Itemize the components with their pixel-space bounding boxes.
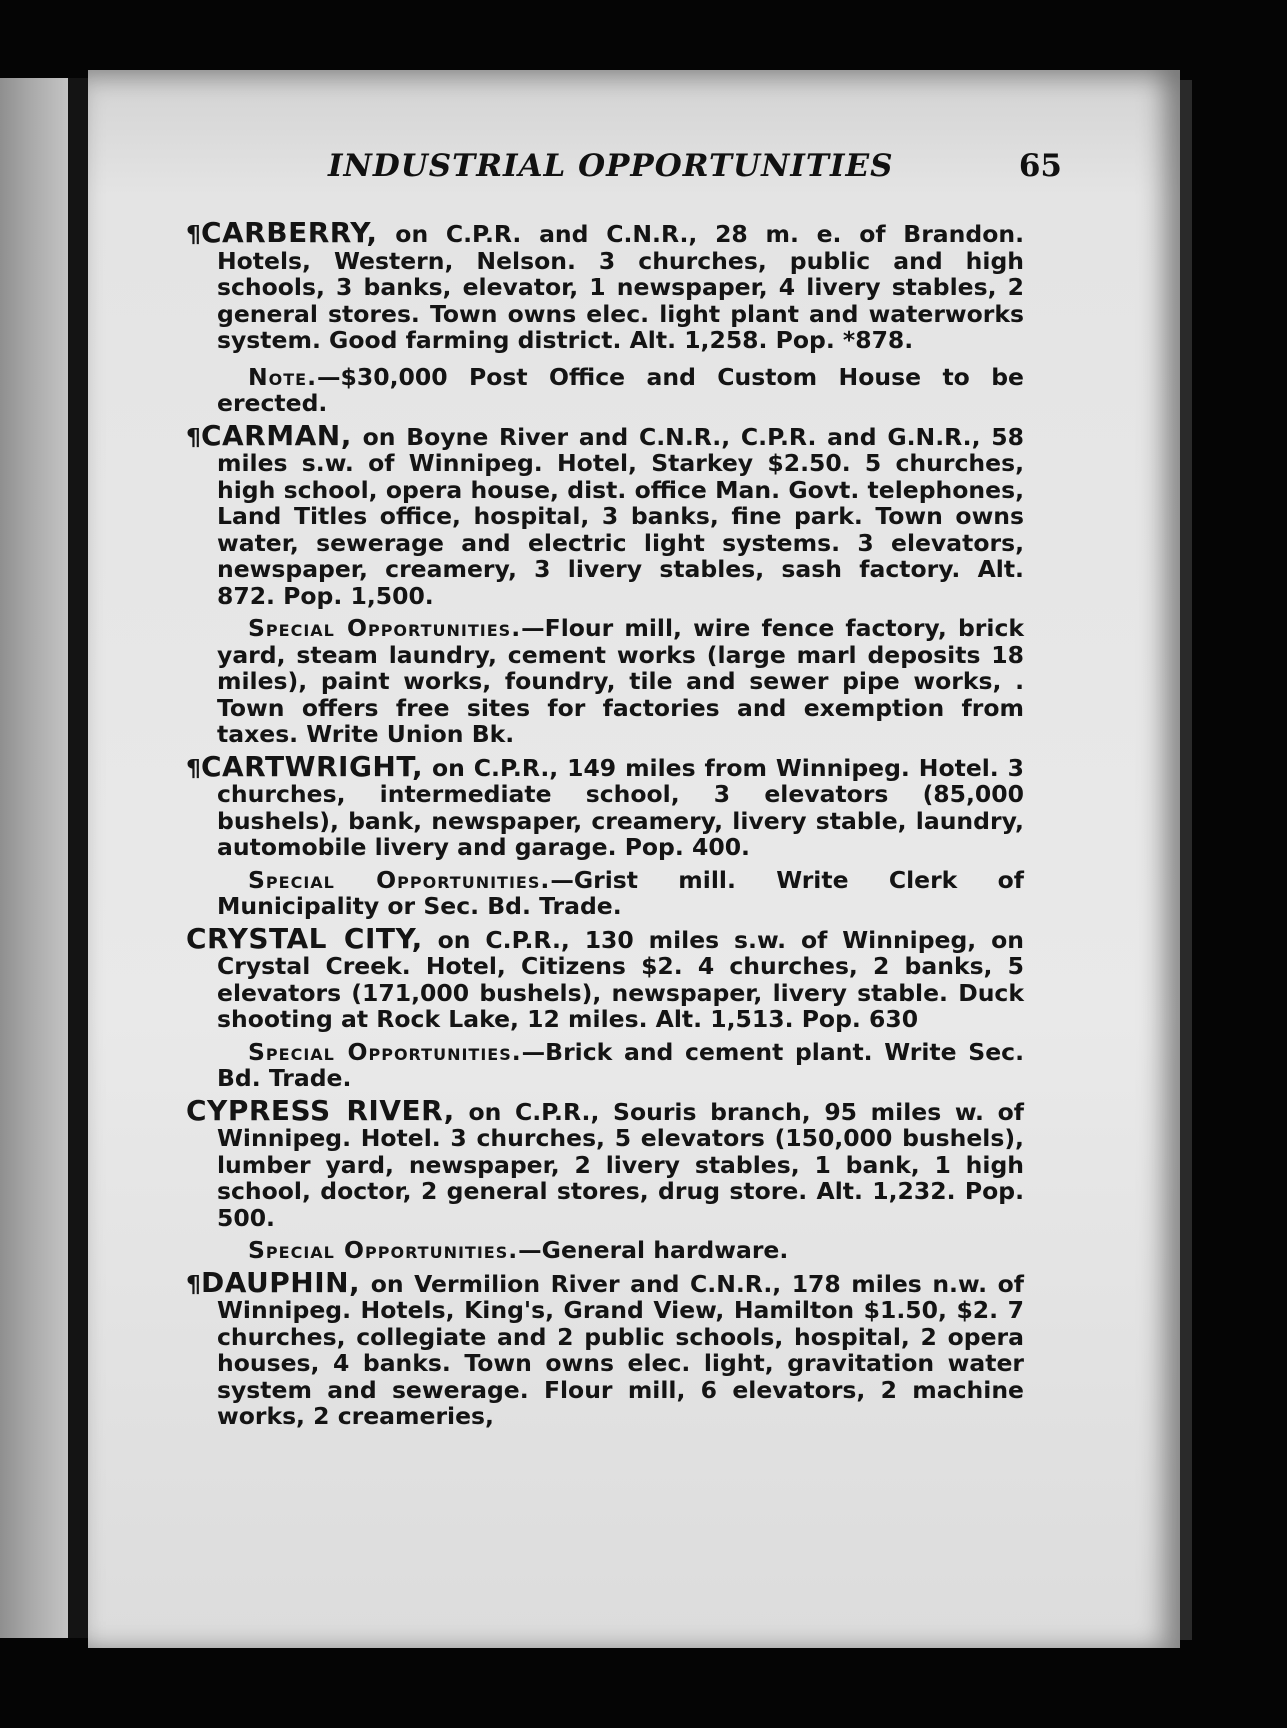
entry-note [186,1039,1024,1092]
entry-text: on C.P.R., 130 miles s.w. of Winnipeg, on Crystal Creek. Hotel, Citizens $2. 4 churches, 2 banks, 5 elevators (171,000 bushels), newspaper, livery stable. Duck shooting at Rock Lake, 12 miles. Alt. 1,513. Pop. 630 [217,925,1024,1033]
entry-note [186,615,1024,748]
entry-note [186,364,1024,417]
note-text: —Brick and cement plant. Write Sec. Bd. Trade. [217,1037,1024,1092]
town-name: CRYSTAL CITY, [186,921,423,955]
page-number: 65 [1018,148,1062,184]
entry-note [186,867,1024,920]
entry-text: on C.P.R. and C.N.R., 28 m. e. of Brandon. Hotels, Western, Nelson. 3 churches, public and high schools, 3 banks, elevator, 1 newspaper, 4 livery stables, 2 general stores. Town owns elec. light plant and waterworks system. Good farming district. Alt. 1,258. Pop. *878. [217,220,1024,354]
running-head [88,148,1180,198]
entry-crystal-city [186,921,1024,1033]
paragraph-mark-icon: ¶ [186,1269,201,1298]
town-name: CARMAN, [200,418,352,452]
town-name: DAUPHIN, [200,1265,361,1299]
entry-cartwright [186,749,1024,861]
note-label: Special Opportunities. [248,1236,519,1264]
entry-carman [186,418,1024,610]
paragraph-mark-icon: ¶ [186,753,201,782]
book-gutter [68,78,88,1638]
town-name: CARTWRIGHT, [200,749,424,783]
note-label: Special Opportunities. [248,865,551,894]
book-page [88,70,1180,1648]
note-text: —General hardware. [518,1236,789,1264]
running-title: INDUSTRIAL OPPORTUNITIES [328,148,894,184]
entry-cypress-river [186,1093,1024,1232]
note-text: —$30,000 Post Office and Custom House to be erected. [217,362,1024,417]
note-text: —Grist mill. Write Clerk of Municipality or Sec. Bd. Trade. [217,865,1024,920]
note-label: Note. [248,362,318,391]
paragraph-mark-icon: ¶ [186,422,201,451]
paragraph-mark-icon: ¶ [186,220,201,248]
directory-listing [186,216,1024,1436]
entry-note [186,1237,1024,1264]
entry-text: on Vermilion River and C.N.R., 178 miles n.w. of Winnipeg. Hotels, King's, Grand View, Hamilton $1.50, $2. 7 churches, collegiate and 2 public schools, hospital, 2 opera houses, 4 banks. Town owns elec. light, gravitation water system and sewerage. Flour mill, 6 elevators, 2 machine works, 2 creameries, [217,1269,1024,1430]
facing-page-edge [0,78,68,1638]
entry-text: on C.P.R., Souris branch, 95 miles w. of Winnipeg. Hotel. 3 churches, 5 elevators (150,000 bushels), lumber yard, newspaper, 2 livery stables, 1 bank, 1 high school, doctor, 2 general stores, drug store. Alt. 1,232. Pop. 500. [217,1097,1024,1232]
entry-text: on C.P.R., 149 miles from Winnipeg. Hotel. 3 churches, intermediate school, 3 elevators (85,000 bushels), bank, newspaper, creamery, livery stable, laundry, automobile livery and garage. Pop. 400. [217,753,1024,861]
page-fore-edge [1180,80,1192,1640]
town-name: CYPRESS RIVER, [186,1093,455,1127]
note-text: —Flour mill, wire fence factory, brick yard, steam laundry, cement works (large marl deposits 18 miles), paint works, foundry, tile and sewer pipe works, . Town offers free sites for factories and exemption from taxes. Write Union Bk. [217,614,1024,748]
note-label: Special Opportunities. [248,614,522,642]
entry-carberry [186,216,1024,354]
town-name: CARBERRY, [200,216,378,249]
entry-text: on Boyne River and C.N.R., C.P.R. and G.N.R., 58 miles s.w. of Winnipeg. Hotel, Starkey $2.50. 5 churches, high school, opera house, dist. office Man. Govt. telephones, Land Titles office, hospital, 3 banks, fine park. Town owns water, sewerage and electric light systems. 3 elevators, newspaper, creamery, 3 livery stables, sash factory. Alt. 872. Pop. 1,500. [217,422,1024,610]
note-label: Special Opportunities. [248,1037,522,1066]
entry-dauphin [186,1265,1024,1430]
